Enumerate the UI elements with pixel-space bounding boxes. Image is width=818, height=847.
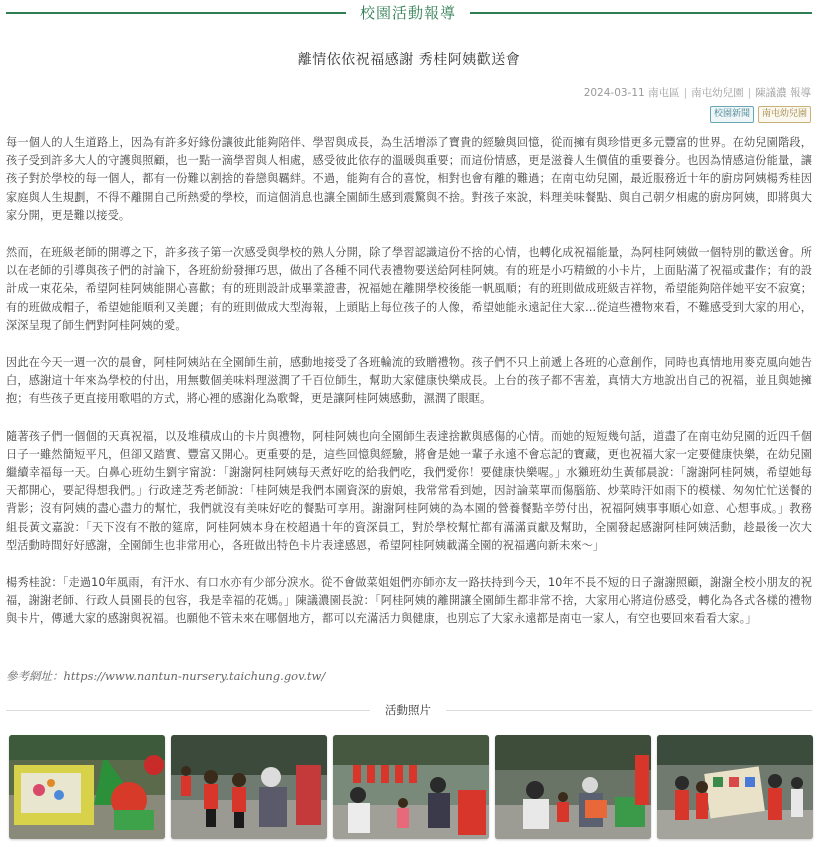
article-paragraph: 因此在今天一週一次的晨會，阿桂阿姨站在全園師生前，感動地接受了各班輪流的致贈禮物。孩子們不只上前遞上各班的心意創作，同時也真情地用麥克風向她告白，感謝這十年來為學校的付出，用無數個美味料理滋潤了千百位師生，幫助大家健康快樂成長。上台的孩子都不害羞，真情大方地說出自己的祝福，並且與她擁抱；有些孩子更直接用歌唱的方式，將心裡的感謝化為歌聲，更是讓阿桂阿姨感動，濕潤了眼眶。 bbox=[6, 356, 812, 406]
article-district[interactable]: 南屯區 bbox=[648, 87, 680, 99]
section-title: 校園活動報導 bbox=[359, 4, 456, 22]
photos-title: 活動照片 bbox=[385, 703, 431, 717]
header-divider-left bbox=[6, 12, 346, 14]
article-body bbox=[6, 134, 812, 648]
article-title: 離情依依祝福感謝 秀桂阿姨歡送會 bbox=[297, 52, 521, 68]
photos-divider-left bbox=[6, 710, 370, 711]
photo-gallery bbox=[9, 735, 813, 839]
reference-label: 參考網址： bbox=[6, 669, 64, 683]
tag-campus-news[interactable]: 校園新聞 bbox=[710, 106, 754, 123]
meta-separator: | bbox=[683, 87, 688, 99]
article-meta bbox=[584, 85, 811, 100]
article-date: 2024-03-11 bbox=[583, 87, 645, 99]
reference-url[interactable]: https://www.nantun-nursery.taichung.gov.tw/ bbox=[63, 669, 326, 683]
photos-header bbox=[0, 700, 818, 720]
article-school[interactable]: 南屯幼兒園 bbox=[691, 87, 744, 99]
header-divider-right bbox=[470, 12, 812, 14]
activity-photo-children-aunt[interactable] bbox=[171, 735, 327, 839]
article-paragraph: 楊秀桂說：「走過10年風雨，有汗水、有口水亦有少部分淚水。從不會做菜姐姐們亦師亦友一路扶持到今天，10年不長不短的日子謝謝照顧，謝謝全校小朋友的祝福，謝謝老師、行政人員園長的包容，我是幸福的花媽。」陳議濃園長說：「阿桂阿姨的離開讓全園師生都非常不捨，大家用心將這份感受，轉化為各式各樣的禮物與卡片，傳遞大家的感謝與祝福。也願他不管未來在哪個地方，都可以充滿活力與健康，也別忘了大家永遠都是南屯一家人，有空也要回來看看大家。」 bbox=[6, 576, 812, 626]
section-header bbox=[0, 0, 818, 26]
activity-photo-assembly[interactable] bbox=[333, 735, 489, 839]
article-paragraph: 每一個人的人生道路上，因為有許多好緣份讓彼此能夠陪伴、學習與成長，為生活增添了寶貴的經驗與回憶，從而擁有與珍惜更多元豐富的世界。在幼兒園階段，孩子受到許多大人的守護與照顧，也一點一滴學習與人相處，感受彼此依存的溫暖與重要；而這份情感，更是滋養人生價值的重要養分。也因為情感這份能量，讓孩子對於學校的每一個人，都有一份難以割捨的眷戀與羈絆。不過，能夠有合的喜悅，相對也會有離的難過；在南屯幼兒園，最近服務近十年的廚房阿姨楊秀桂因家庭與人生規劃，不得不離開自己所熱愛的學校，而這個消息也讓全園師生感到震驚與不捨。對孩子來說，料理美味餐點、與自己朝夕相處的廚房阿姨，即將與大家分開，更是難以接受。 bbox=[6, 136, 812, 222]
meta-separator: | bbox=[747, 87, 752, 99]
article-tags bbox=[710, 106, 811, 123]
activity-photo-gifts[interactable] bbox=[9, 735, 165, 839]
reference-link bbox=[6, 668, 325, 684]
article-paragraph: 隨著孩子們一個個的天真祝福，以及堆積成山的卡片與禮物，阿桂阿姨也向全園師生表達捨歉與感傷的心情。而她的短短幾句話，道盡了在南屯幼兒園的近四千個日子一雖然簡短平凡，但卻又踏實、豐富又開心。更重要的是，這些回憶與經驗，將會是她一輩子永遠不會忘記的寶藏，更也祝福大家一定要健康快樂，在幼兒園繼續幸福每一天。白鼻心班幼生劉宇甯說：「謝謝阿桂阿姨每天煮好吃的給我們吃，我們愛你！要健康快樂喔。」水獺班幼生黃郁晨說：「謝謝阿桂阿姨，希望她每天都開心，要記得想我們。」行政達芝秀老師說：「桂阿姨是我們本園資深的廚娘，我常常看到她，因討論菜單而傷腦筋、炒菜時汗如雨下的模樣、匆匆忙忙送餐的背影；沒有阿姨的盡心盡力的幫忙，我們就沒有美味好吃的餐點可享用。謝謝阿桂阿姨的為本園的營養餐點辛勞付出，祝福阿姨事事順心如意、心想事成。」教務組長黃文嘉說：「天下沒有不散的筵席，阿桂阿姨本身在校超過十年的資深員工，對於學校幫忙都有滿滿貢獻及幫助，全園發起感謝阿桂阿姨活動，趁最後一次大型活動時間好好感謝，全園師生也非常用心，各班做出特色卡片表達感恩，希望阿桂阿姨載滿全園的祝福邁向新未來～」 bbox=[6, 429, 812, 552]
activity-photo-poster[interactable] bbox=[657, 735, 813, 839]
activity-photo-gift-giving[interactable] bbox=[495, 735, 651, 839]
photos-divider-right bbox=[446, 710, 812, 711]
article-paragraph: 然而，在班級老師的開導之下，許多孩子第一次感受與學校的熟人分開，除了學習認識這份不捨的心情，也轉化成祝福能量，為阿桂阿姨做一個特別的歡送會。所以在老師的引導與孩子們的討論下，各班紛紛發揮巧思，做出了各種不同代表禮物要送給阿桂阿姨。有的班是小巧精緻的小卡片，上面貼滿了祝福或畫作；有的設計成一束花朵，希望阿桂阿姨能開心喜歡；有的班則設計成畢業證書，祝福她在離開學校後能一帆風順；有的班則做成班級吉祥物，希望能夠陪伴她平安不寂寞；有的班做成帽子，希望她能順利又美麗；有的班則做成大型海報，上頭貼上每位孩子的人像，希望她能永遠記住大家…從這些禮物來看，不難感受到大家的用心，深深呈現了師生們對阿桂阿姨的愛。 bbox=[6, 246, 812, 332]
article-author: 陳議濃 報導 bbox=[755, 87, 811, 99]
tag-school[interactable]: 南屯幼兒園 bbox=[758, 106, 811, 123]
